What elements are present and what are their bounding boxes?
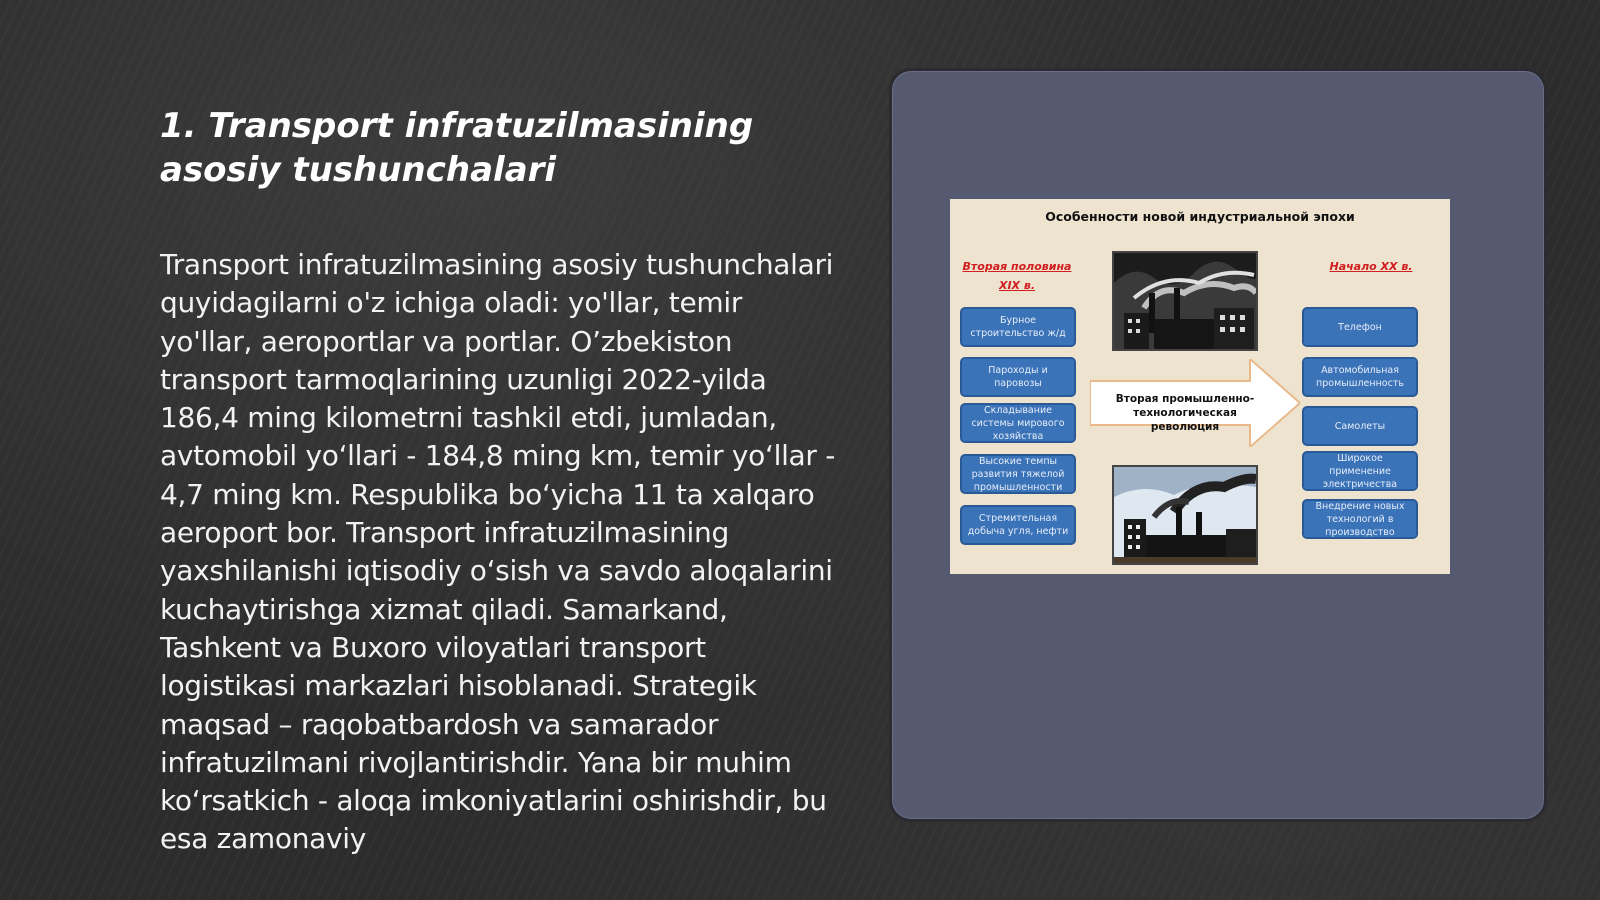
right-item-box: Самолеты — [1302, 406, 1418, 446]
right-item-box: Автомобильная промышленность — [1302, 357, 1418, 397]
right-item-box: Широкое применение электричества — [1302, 451, 1418, 491]
right-item-box: Внедрение новых технологий в производство — [1302, 499, 1418, 539]
factory-smoke-image — [1112, 465, 1258, 565]
left-item-box: Складывание системы мирового хозяйства — [960, 403, 1076, 443]
infographic-image — [950, 199, 1450, 574]
left-item-box: Пароходы и паровозы — [960, 357, 1076, 397]
left-item-box: Бурное строительство ж/д — [960, 307, 1076, 347]
factory-smoke-image — [1112, 251, 1258, 351]
left-item-box: Стремительная добыча угля, нефти — [960, 505, 1076, 545]
slide-body-text: Transport infratuzilmasining asosiy tushunchalari quyidagilarni o'z ichiga oladi: yo'llar, temir yo'llar, aeroportlar va portlar. O’zbekiston transport tarmoqlarining uzunligi 2022-yilda 186,4 ming kilometrni tashkil etdi, jumladan, avtomobil yo‘llari - 184,8 ming km, temir yo‘llar - 4,7 ming km. Respublika bo‘yicha 11 ta xalqaro aeroport bor. Transport infratuzilmasining yaxshilanishi iqtisodiy o‘sish va savdo aloqalarini kuchaytirishga xizmat qiladi. Samarkand, Tashkent va Buxoro viloyatlari transport logistikasi markazlari hisoblanadi. Strategik maqsad – raqobatbardosh va samarador infratuzilmani rivojlantirishdir. Yana bir muhim ko‘rsatkich - aloqa imkoniyatlarini oshirishdir, bu esa zamonaviy — [160, 248, 836, 856]
right-item-box: Телефон — [1302, 307, 1418, 347]
slide-title: 1. Transport infratuzilmasining asosiy tushunchalari — [160, 106, 754, 190]
left-item-box: Высокие темпы развития тяжелой промышленности — [960, 454, 1076, 494]
infographic-title: Особенности новой индустриальной эпохи — [1045, 209, 1355, 224]
right-era-label: Начало XX в. — [1329, 260, 1413, 273]
center-arrow-label: Вторая промышленно-технологическая революция — [1115, 393, 1255, 433]
left-era-label: Вторая половина XIX в. — [962, 260, 1072, 292]
